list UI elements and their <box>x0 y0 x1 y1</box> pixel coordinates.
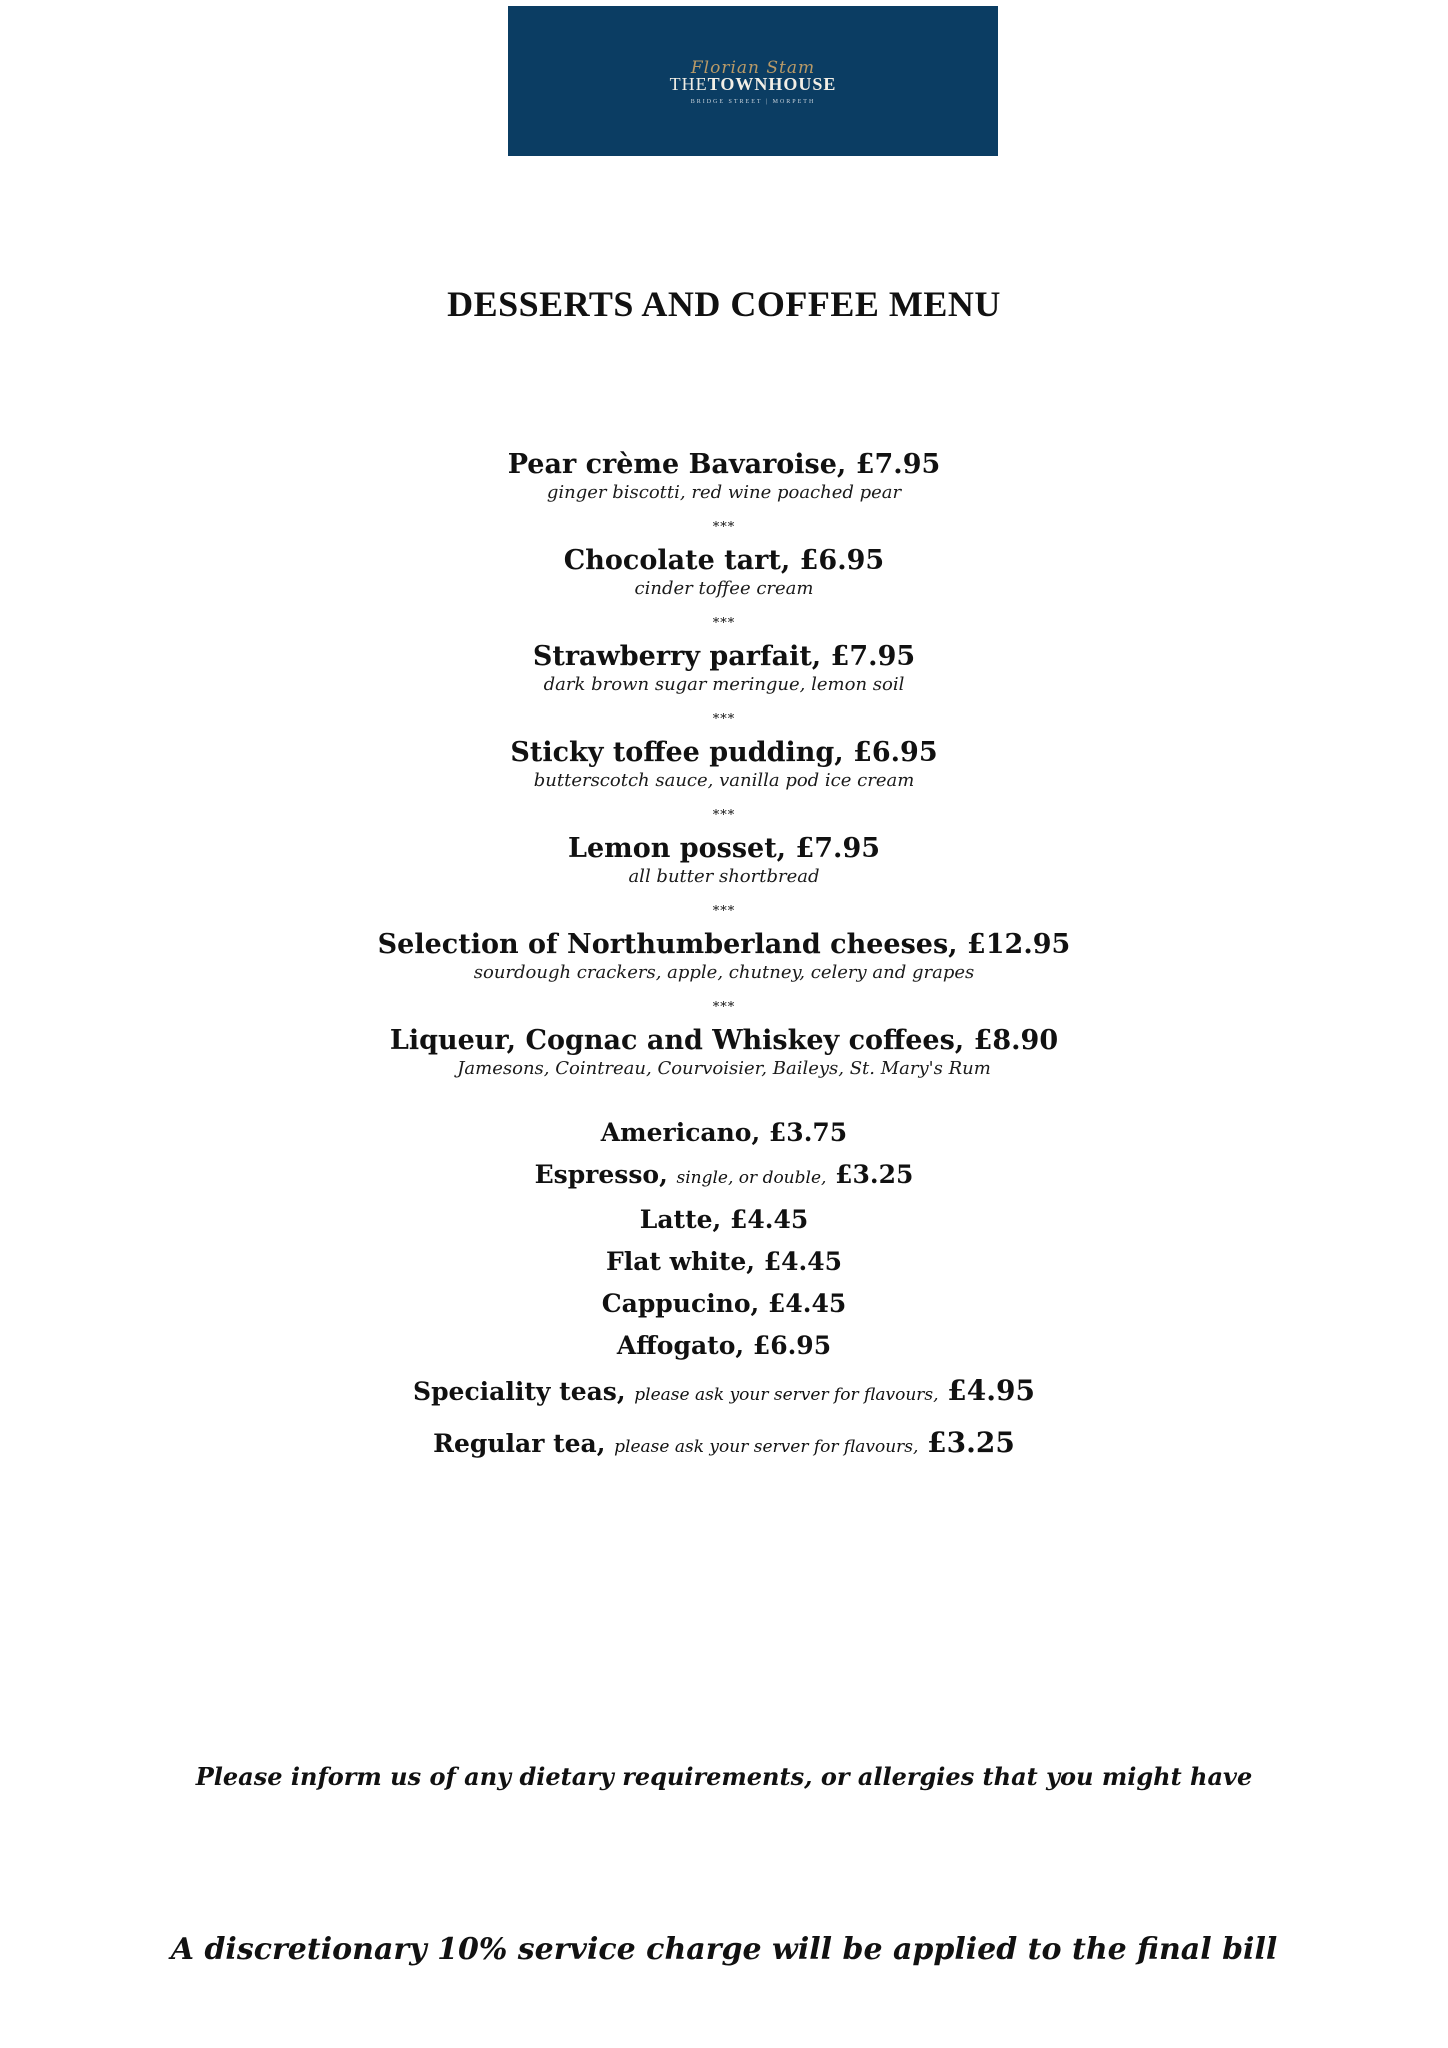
coffee-list <box>0 1112 1448 1471</box>
coffee-item: Espresso, single, or double, £3.25 <box>534 1160 914 1189</box>
tea-item: Speciality teas, please ask your server for flavours, £4.95 <box>413 1374 1035 1407</box>
coffee-item: Flat white, £4.45 <box>605 1247 843 1276</box>
separator: *** <box>712 1000 736 1015</box>
page-title: DESSERTS AND COFFEE MENU <box>447 284 1001 324</box>
dessert-name: Lemon posset, £7.95 <box>567 833 881 864</box>
separator: *** <box>712 712 736 727</box>
dessert-item <box>0 736 1448 792</box>
coffee-item: Americano, £3.75 <box>600 1118 848 1147</box>
coffee-item: Cappucino, £4.45 <box>601 1289 847 1318</box>
dessert-description: butterscotch sauce, vanilla pod ice cream <box>533 770 915 791</box>
dessert-name: Chocolate tart, £6.95 <box>563 545 885 576</box>
service-charge-notice: A discretionary 10% service charge will be applied to the final bill <box>170 1932 1278 1967</box>
separator: *** <box>712 808 736 823</box>
dessert-item <box>0 928 1448 984</box>
coffee-item: Affogato, £6.95 <box>616 1331 832 1360</box>
dessert-name: Pear crème Bavaroise, £7.95 <box>507 449 941 480</box>
dessert-name: Liqueur, Cognac and Whiskey coffees, £8.90 <box>389 1025 1059 1056</box>
dessert-name: Strawberry parfait, £7.95 <box>532 641 916 672</box>
dessert-description: ginger biscotti, red wine poached pear <box>546 482 902 503</box>
dietary-notice: Please inform us of any dietary requirements, or allergies that you might have <box>195 1762 1253 1791</box>
dessert-description: dark brown sugar meringue, lemon soil <box>543 674 905 695</box>
dessert-description: all butter shortbread <box>628 866 820 887</box>
separator: *** <box>712 520 736 535</box>
dessert-item <box>0 640 1448 696</box>
coffee-item: Latte, £4.45 <box>639 1205 809 1234</box>
dessert-description: Jamesons, Cointreau, Courvoisier, Baileys, St. Mary's Rum <box>457 1058 991 1079</box>
dessert-name: Selection of Northumberland cheeses, £12.95 <box>377 929 1071 960</box>
dessert-item <box>0 544 1448 600</box>
townhouse-logo <box>508 6 998 156</box>
logo-address: BRIDGE STREET | MORPETH <box>690 98 816 105</box>
dessert-item <box>0 1024 1448 1080</box>
dessert-item <box>0 448 1448 504</box>
tea-item: Regular tea, please ask your server for flavours, £3.25 <box>433 1426 1015 1459</box>
dessert-item <box>0 832 1448 888</box>
separator: *** <box>712 616 736 631</box>
logo-wordmark: THETOWNHOUSE <box>669 73 837 94</box>
dessert-name: Sticky toffee pudding, £6.95 <box>510 737 938 768</box>
dessert-list <box>0 448 1448 1080</box>
dessert-description: sourdough crackers, apple, chutney, celery and grapes <box>473 962 975 983</box>
logo-signature: Florian Stam <box>690 57 816 78</box>
separator: *** <box>712 904 736 919</box>
dessert-description: cinder toffee cream <box>634 578 814 599</box>
